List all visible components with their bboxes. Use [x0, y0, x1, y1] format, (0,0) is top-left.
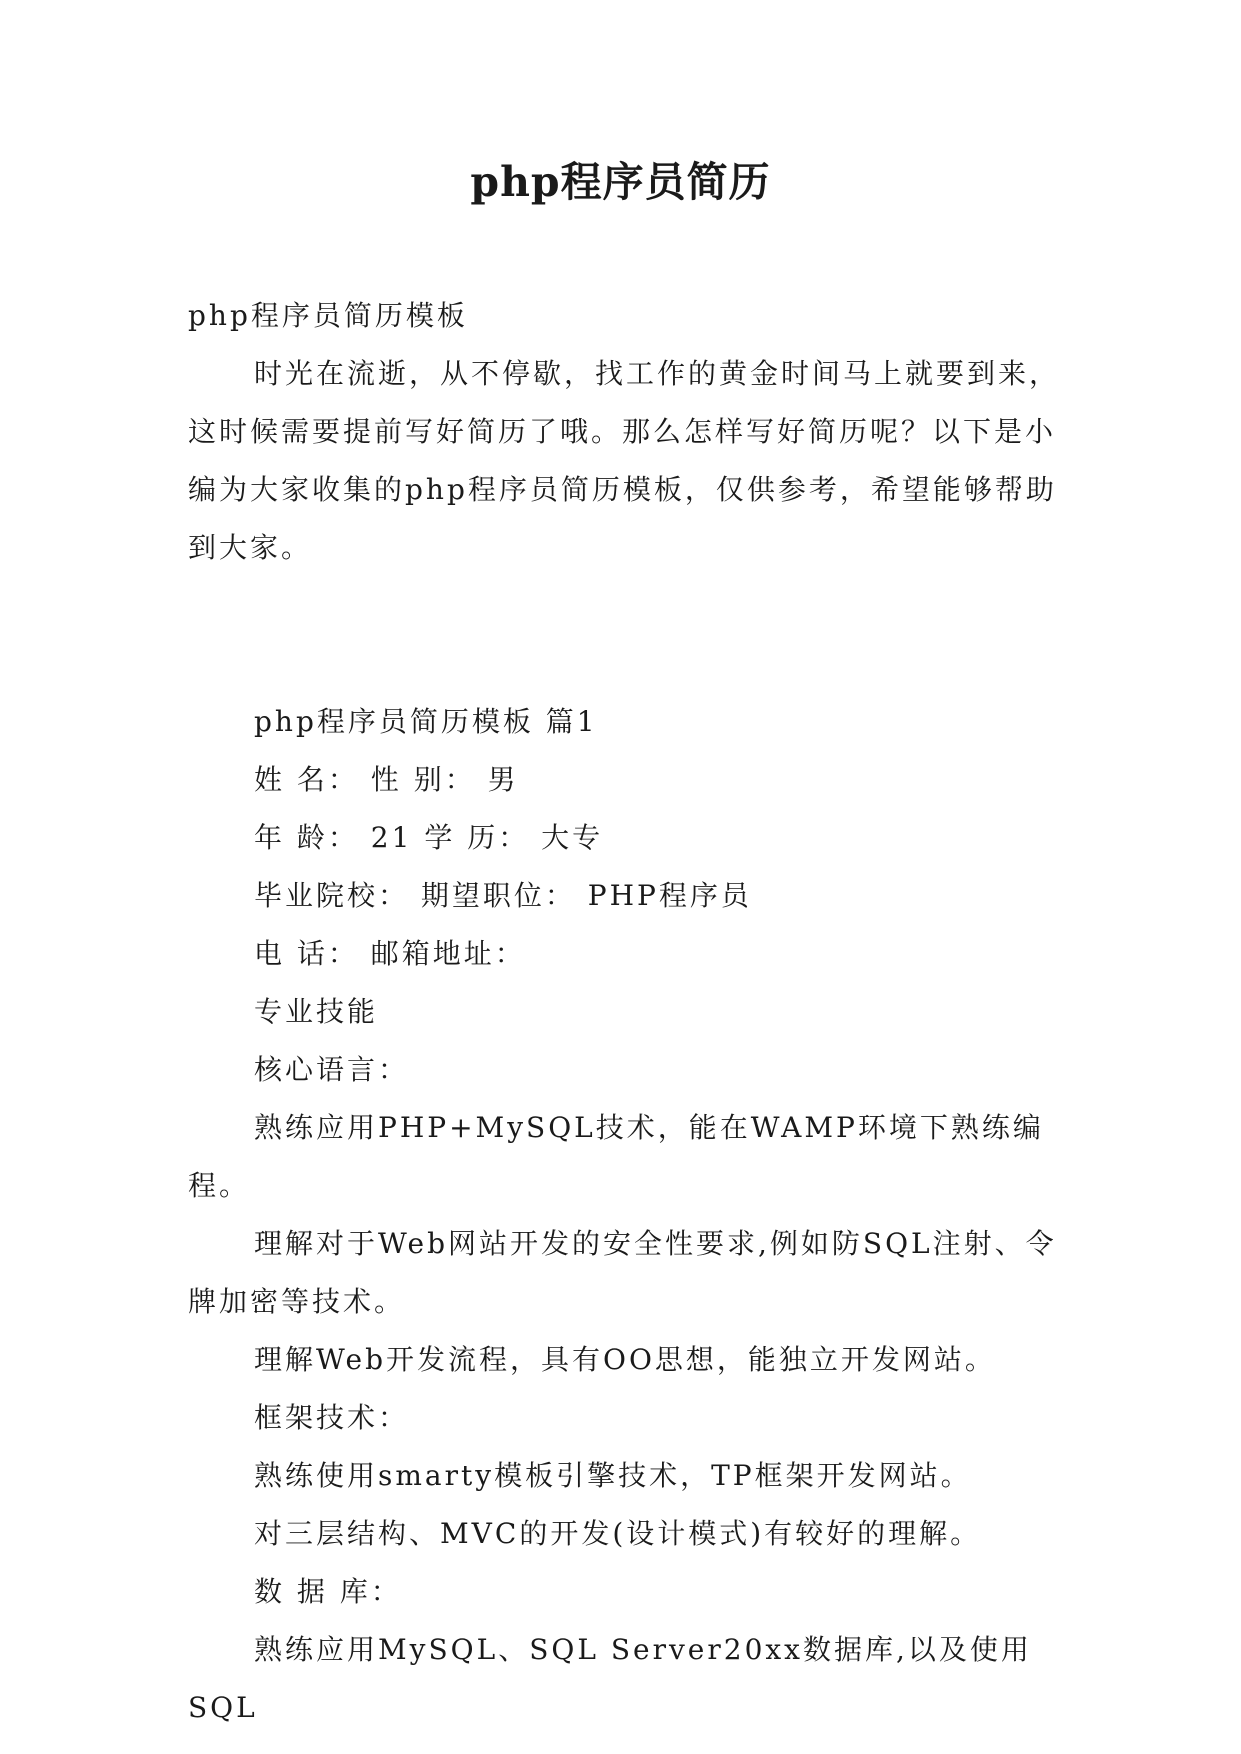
skill-line: 理解Web开发流程，具有OO思想，能独立开发网站。 [254, 1343, 996, 1376]
skill-line: 熟练应用MySQL、SQL Server20xx数据库,以及使用SQL [188, 1633, 1032, 1724]
framework-heading: 框架技术： [254, 1401, 410, 1434]
section-spacer [188, 577, 1068, 693]
skill-line: 熟练使用smarty模板引擎技术，TP框架开发网站。 [254, 1459, 972, 1492]
skill-line: 理解对于Web网站开发的安全性要求,例如防SQL注射、令牌加密等技术。 [188, 1227, 1057, 1318]
section-heading: php程序员简历模板 篇1 [254, 705, 598, 738]
skill-line: 对三层结构、MVC的开发(设计模式)有较好的理解。 [254, 1517, 982, 1550]
field-name-gender: 姓 名： 性 别： 男 [254, 763, 519, 796]
skills-heading: 专业技能 [254, 995, 379, 1028]
core-language-heading: 核心语言： [254, 1053, 410, 1086]
field-school-position: 毕业院校： 期望职位： PHP程序员 [254, 879, 752, 912]
field-age-education: 年 龄： 21 学 历： 大专 [254, 821, 604, 854]
skill-line: 熟练应用PHP+MySQL技术，能在WAMP环境下熟练编程。 [188, 1111, 1044, 1202]
field-phone-email: 电 话： 邮箱地址： [254, 937, 526, 970]
database-heading: 数 据 库： [254, 1575, 402, 1608]
document-title: php程序员简历 [470, 158, 771, 206]
intro-paragraph: 时光在流逝，从不停歇，找工作的黄金时间马上就要到来，这时候需要提前写好简历了哦。那么怎样写好简历呢？以下是小编为大家收集的php程序员简历模板，仅供参考，希望能够帮助到大家。 [188, 357, 1061, 564]
subtitle: php程序员简历模板 [188, 299, 468, 332]
document-body [188, 287, 1068, 1737]
